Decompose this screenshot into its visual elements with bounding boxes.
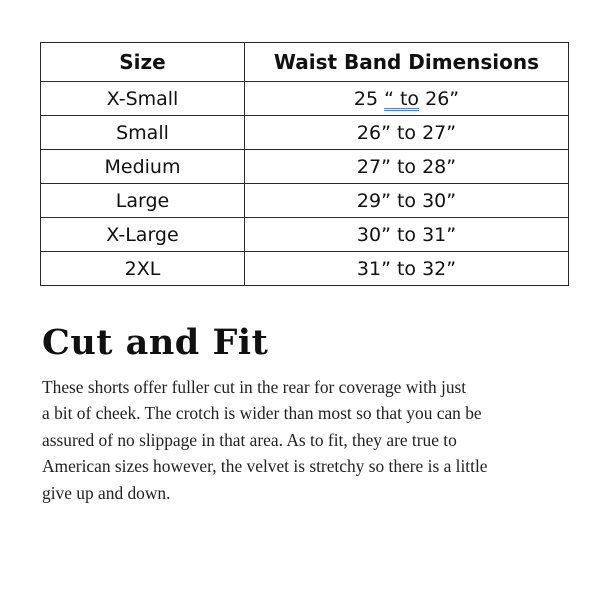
size-cell: X-Small — [41, 82, 245, 116]
paragraph-line: assured of no slippage in that area. As to fit, they are true to — [42, 429, 457, 450]
size-cell: Small — [41, 116, 245, 150]
dimension-cell — [245, 82, 569, 116]
paragraph-line: These shorts offer fuller cut in the rear for coverage with just — [42, 377, 467, 397]
table-header-row — [41, 43, 569, 82]
table-row — [41, 116, 569, 150]
paragraph-line: American sizes however, the velvet is stretchy so there is a little — [42, 456, 488, 477]
dimension-cell: 29” to 30” — [245, 184, 569, 218]
spellcheck-underlined-text: “ to — [384, 87, 420, 110]
dimension-cell: 26” to 27” — [245, 116, 569, 150]
dimension-cell: 27” to 28” — [245, 150, 569, 184]
header-waist-band-dimensions: Waist Band Dimensions — [245, 43, 569, 82]
size-chart-table — [40, 42, 569, 286]
paragraph-line: a bit of cheek. The crotch is wider than most so that you can be — [42, 403, 482, 424]
size-cell: 2XL — [41, 252, 245, 286]
cut-and-fit-paragraph — [42, 374, 582, 506]
header-size: Size — [41, 43, 245, 82]
paragraph-line: give up and down. — [42, 482, 171, 503]
cut-and-fit-heading: Cut and Fit — [42, 322, 269, 363]
table-row — [41, 184, 569, 218]
size-cell: Medium — [41, 150, 245, 184]
dimension-cell: 31” to 32” — [245, 252, 569, 286]
dimension-cell: 30” to 31” — [245, 218, 569, 252]
table-row — [41, 150, 569, 184]
dimension-text: 25 — [353, 87, 385, 110]
size-cell: X-Large — [41, 218, 245, 252]
size-cell: Large — [41, 184, 245, 218]
dimension-text: 26” — [419, 87, 460, 110]
table-row — [41, 82, 569, 116]
table-row — [41, 252, 569, 286]
table-row — [41, 218, 569, 252]
